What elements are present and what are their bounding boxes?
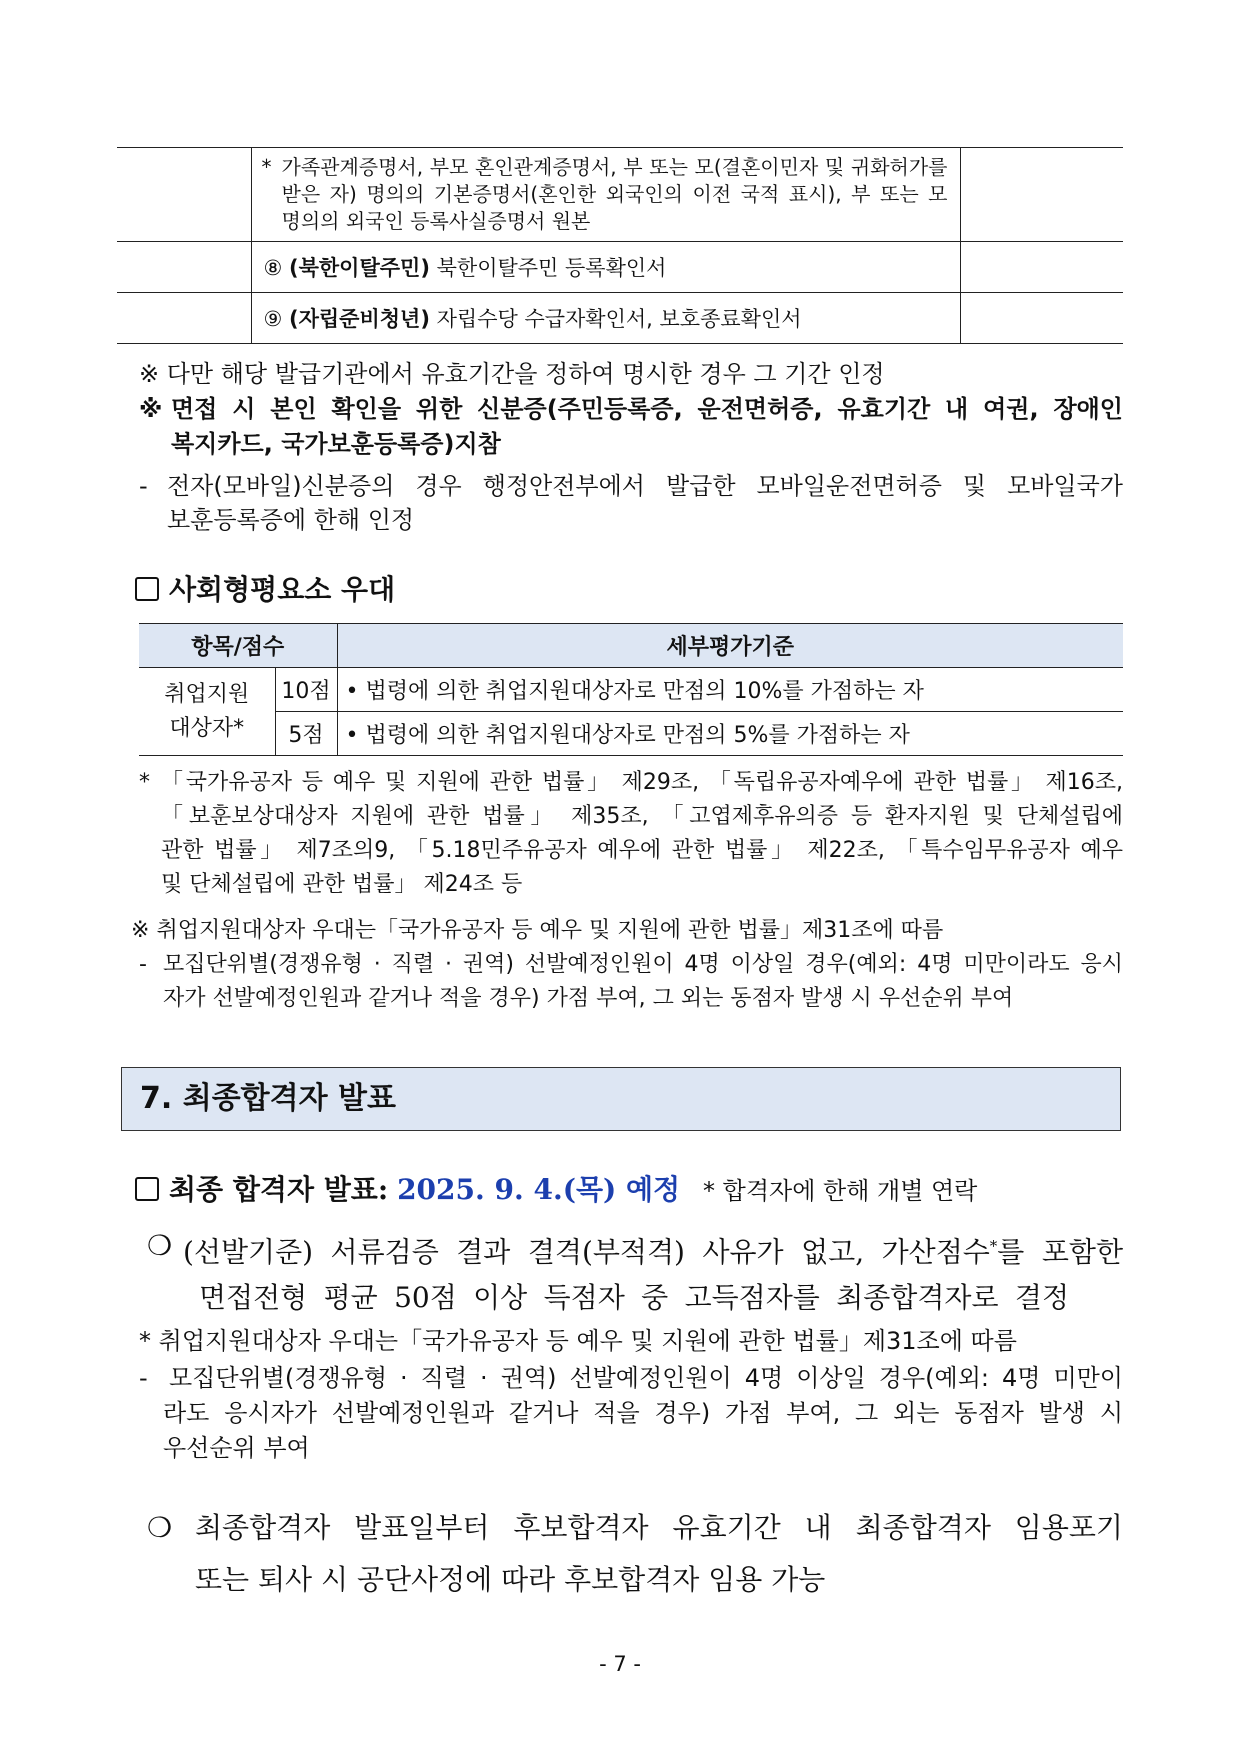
points-cell: 5점 xyxy=(275,712,337,756)
law-footnote-line: 및 단체설립에 관한 법률」 제24조 등 xyxy=(161,872,523,897)
column-header-criteria: 세부평가기준 xyxy=(337,624,1123,668)
table-row xyxy=(117,242,1123,293)
column-header-item: 항목/점수 xyxy=(139,624,337,668)
points-cell: 10점 xyxy=(275,668,337,712)
law-footnote: * 「국가유공자 등 예우 및 지원에 관한 법률」 제29조, 「독립유공자예우에 관한 법률」 제16조, xyxy=(139,770,1123,795)
checkbox-square-icon xyxy=(135,1177,159,1201)
announcement-date: 2025. 9. 4.(목) 예정 xyxy=(397,1173,681,1206)
reserve-candidate-note: ❍ 최종합격자 발표일부터 후보합격자 유효기간 내 최종합격자 임용포기 xyxy=(147,1508,1123,1548)
social-equity-heading: 사회형평요소 우대 xyxy=(135,570,395,610)
id-card-note: ※ 면접 시 본인 확인을 위한 신분증(주민등록증, 운전면허증, 유효기간 내 여권, 장애인 xyxy=(139,395,1123,423)
unit-note: - 모집단위별(경쟁유형 · 직렬 · 권역) 선발예정인원이 4명 이상일 경우(예외: 4명 미만이라도 응시 xyxy=(139,952,1123,977)
preference-note-2: * 취업지원대상자 우대는「국가유공자 등 예우 및 지원에 관한 법률」제31조에 따름 xyxy=(139,1327,1017,1355)
law-footnote-line: 「보훈보상대상자 지원에 관한 법률」 제35조, 「고엽제후유의증 등 환자지원 및 단체설립에 xyxy=(161,804,1123,829)
document-item-8: ⑧ (북한이탈주민) 북한이탈주민 등록확인서 xyxy=(251,242,960,293)
checkbox-square-icon xyxy=(135,577,159,601)
selection-criteria: ❍ (선발기준) 서류검증 결과 결격(부적격) 사유가 없고, 가산점수*를 포함한 xyxy=(147,1226,1123,1272)
preference-note: ※ 취업지원대상자 우대는「국가유공자 등 예우 및 지원에 관한 법률」제31조에 따름 xyxy=(131,918,944,943)
section-7-header: 7. 최종합격자 발표 xyxy=(121,1067,1121,1131)
document-item-9: ⑨ (자립준비청년) 자립수당 수급자확인서, 보호종료확인서 xyxy=(251,293,960,344)
unit-note-2-cont: 우선순위 부여 xyxy=(163,1434,310,1462)
page-number: - 7 - xyxy=(599,1652,641,1676)
criteria-cell: • 법령에 의한 취업지원대상자로 만점의 10%를 가점하는 자 xyxy=(337,668,1123,712)
circle-bullet-icon: ❍ xyxy=(147,1511,173,1544)
table-header-row xyxy=(139,624,1123,668)
unit-note-cont: 자가 선발예정인원과 같거나 적을 경우) 가점 부여, 그 외는 동점자 발생 시 우선순위 부여 xyxy=(163,986,1014,1011)
validity-note: ※ 다만 해당 발급기관에서 유효기간을 정하여 명시한 경우 그 기간 인정 xyxy=(139,360,885,388)
table-row xyxy=(117,293,1123,344)
social-equity-table xyxy=(139,623,1123,756)
cert-note-line: 명의의 외국인 등록사실증명서 원본 xyxy=(281,209,591,233)
table-row xyxy=(139,712,1123,756)
mobile-id-note-cont: 보훈등록증에 한해 인정 xyxy=(167,506,415,534)
circle-bullet-icon: ❍ xyxy=(147,1229,173,1262)
table-row xyxy=(139,668,1123,712)
category-cell: 취업지원 대상자* xyxy=(139,668,275,756)
unit-note-2: - 모집단위별(경쟁유형 · 직렬 · 권역) 선발예정인원이 4명 이상일 경우(예외: 4명 미만이 xyxy=(139,1364,1123,1392)
final-announcement: 최종 합격자 발표: 2025. 9. 4.(목) 예정 * 합격자에 한해 개별 연락 xyxy=(135,1170,977,1211)
reserve-candidate-note-cont: 또는 퇴사 시 공단사정에 따라 후보합격자 임용 가능 xyxy=(195,1563,826,1596)
criteria-cell: • 법령에 의한 취업지원대상자로 만점의 5%를 가점하는 자 xyxy=(337,712,1123,756)
certificate-note: * 가족관계증명서, 부모 혼인관계증명서, 부 또는 모(결혼이민자 및 귀화허가를 받은 자) 명의의 기본증명서(혼인한 외국인의 이전 국적 표시), 부 또는 모 명의의 외국인 등록사실증명서 원본 xyxy=(251,148,960,242)
mobile-id-note: - 전자(모바일)신분증의 경우 행정안전부에서 발급한 모바일운전면허증 및 모바일국가 xyxy=(139,472,1123,500)
id-card-note-cont: 복지카드, 국가보훈등록증)지참 xyxy=(171,430,501,458)
cert-note-line: 받은 자) 명의의 기본증명서(혼인한 외국인의 이전 국적 표시), 부 또는 모 xyxy=(281,182,948,206)
table-row xyxy=(117,148,1123,242)
law-footnote-line: 관한 법률」 제7조의9, 「5.18민주유공자 예우에 관한 법률」 제22조, 「특수임무유공자 예우 xyxy=(161,838,1123,863)
required-documents-table xyxy=(117,147,1123,344)
unit-note-2-cont: 라도 응시자가 선발예정인원과 같거나 적을 경우) 가점 부여, 그 외는 동점자 발생 시 xyxy=(163,1399,1123,1427)
cert-note-line: 가족관계증명서, 부모 혼인관계증명서, 부 또는 모(결혼이민자 및 귀화허가를 xyxy=(281,155,948,179)
selection-criteria-cont: 면접전형 평균 50점 이상 득점자 중 고득점자를 최종합격자로 결정 xyxy=(199,1281,1069,1314)
